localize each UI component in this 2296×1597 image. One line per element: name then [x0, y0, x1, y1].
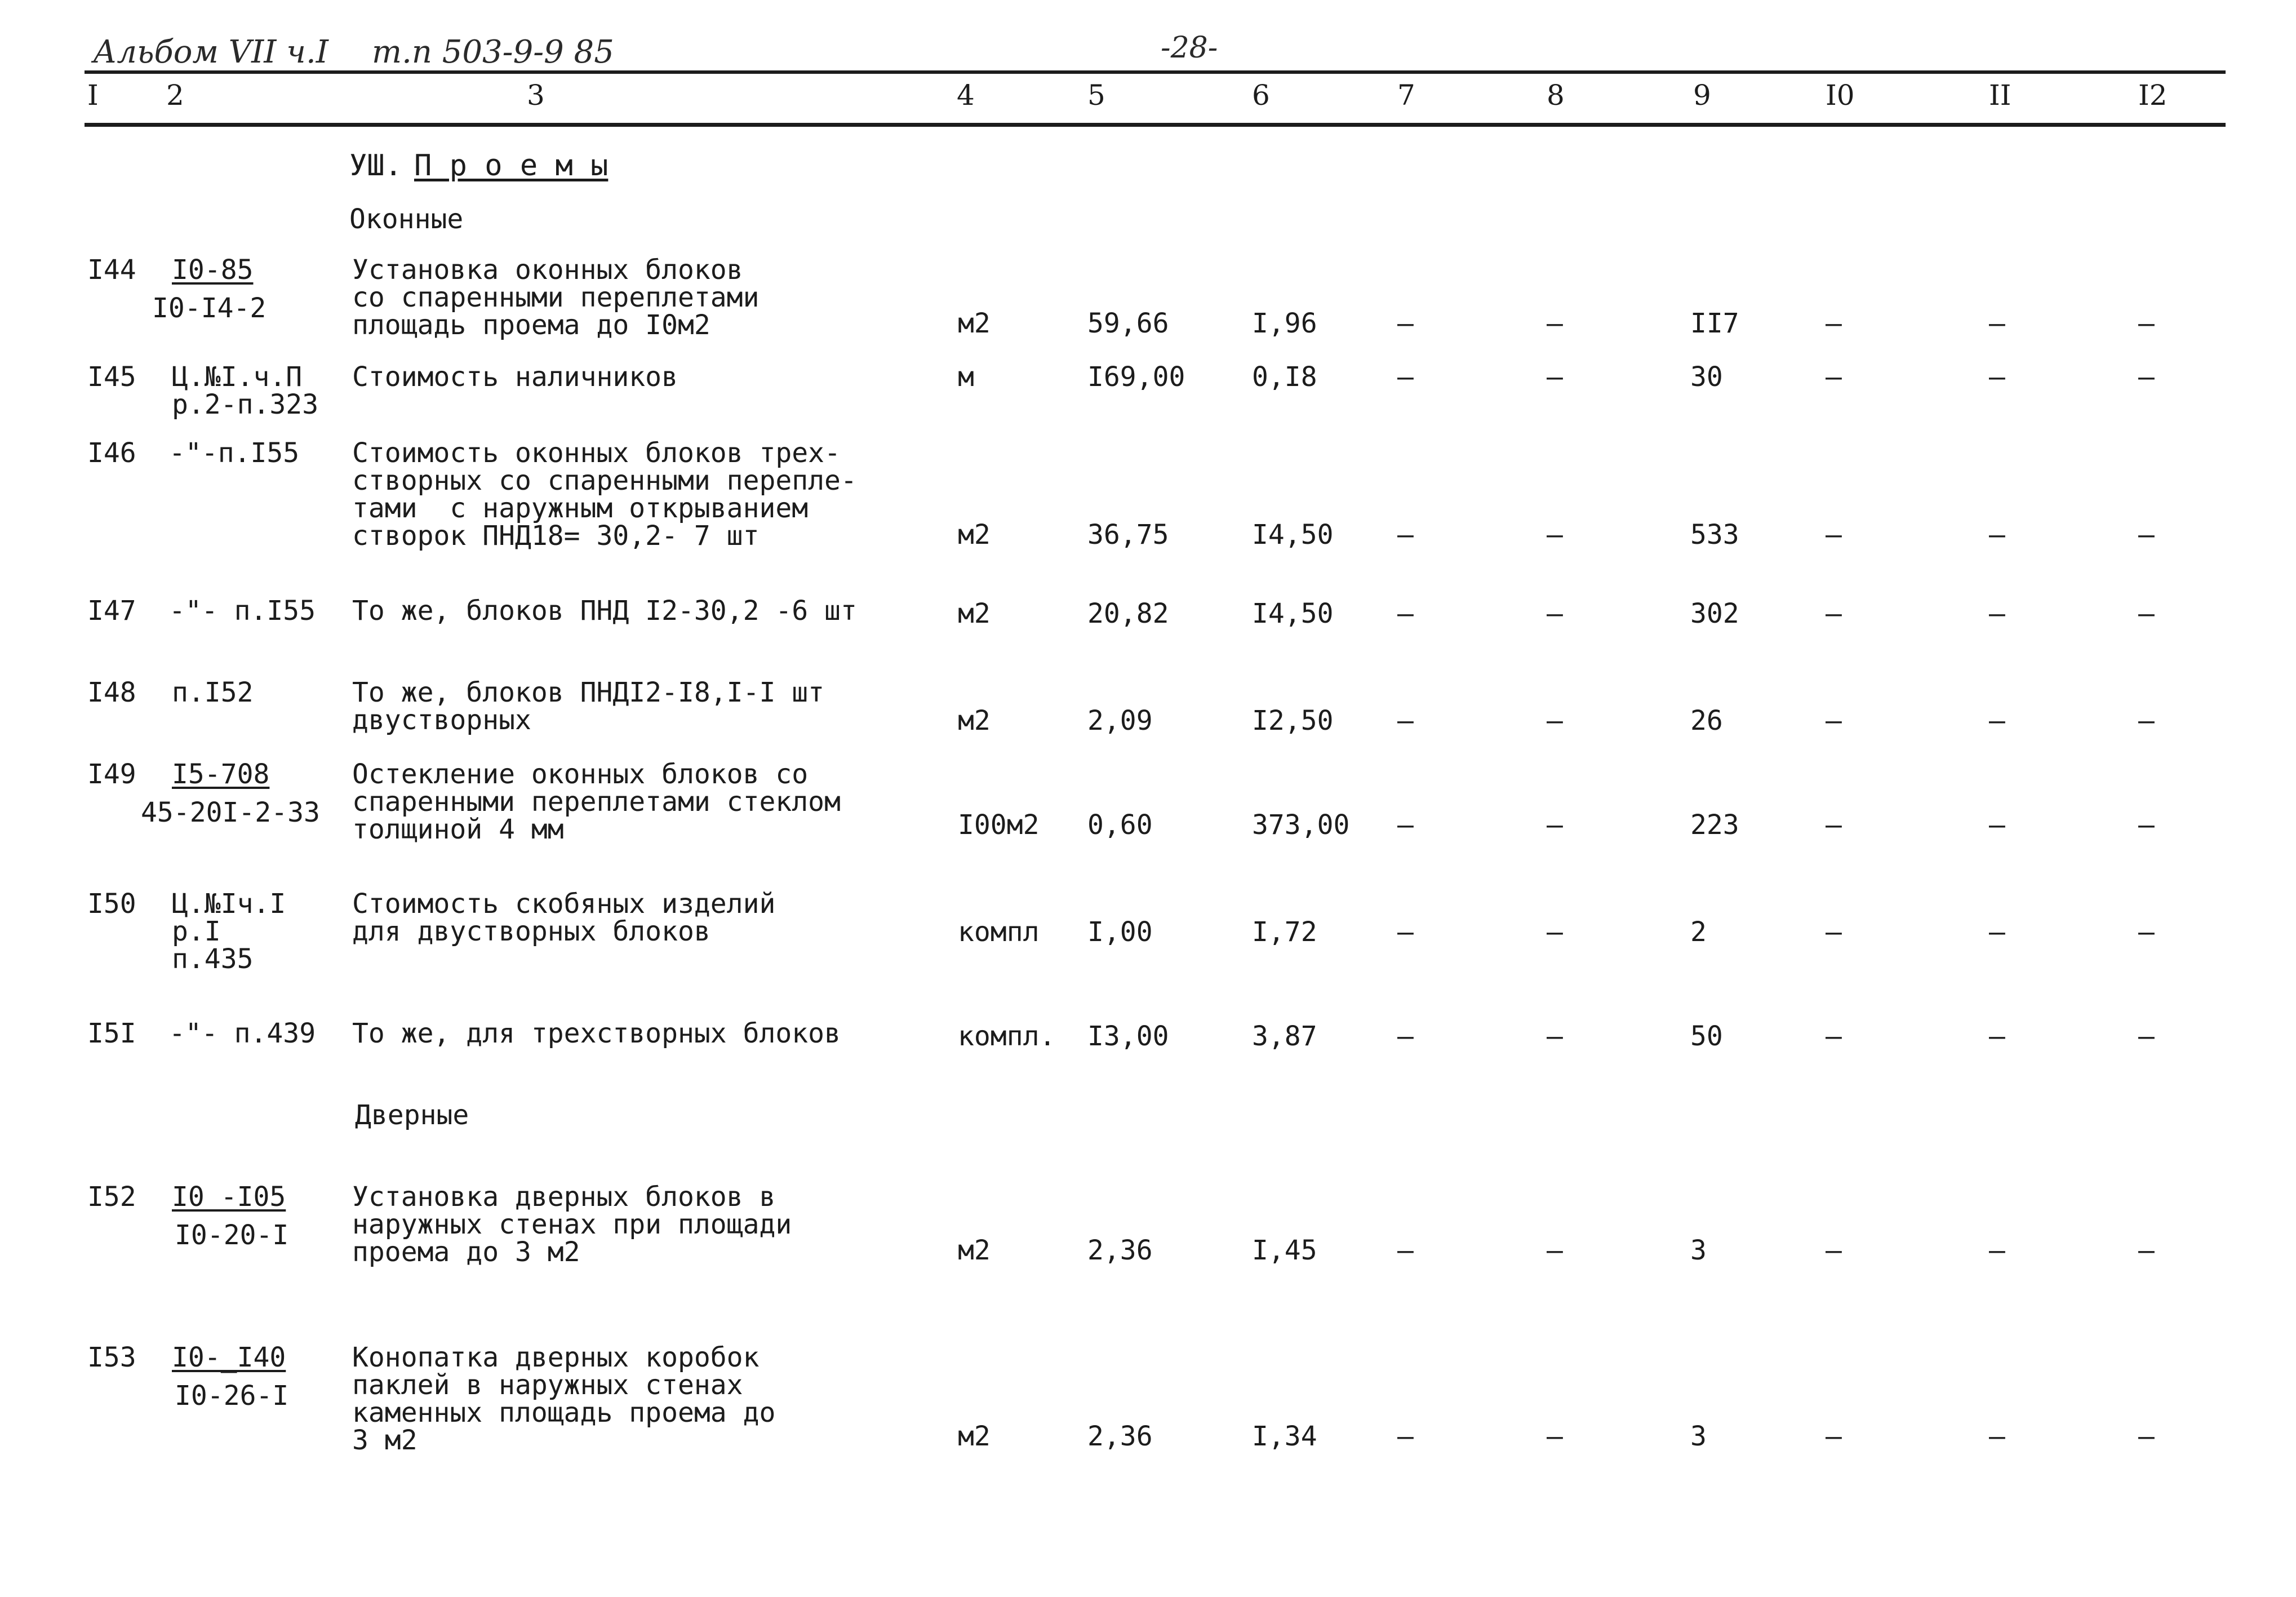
row-price: I,45 — [1252, 1235, 1317, 1266]
column-header-8: 8 — [1547, 79, 1565, 112]
row-col8: – — [1547, 519, 1563, 551]
row-col11: – — [1989, 519, 2005, 551]
row-number: I50 — [87, 888, 136, 920]
row-unit: м2 — [958, 308, 991, 339]
row-unit: м2 — [958, 1421, 991, 1452]
row-col12: – — [2138, 598, 2155, 629]
row-col11: – — [1989, 1421, 2005, 1452]
top-rule — [85, 70, 2226, 74]
row-col11: – — [1989, 809, 2005, 841]
row-col11: – — [1989, 598, 2005, 629]
row-col7: – — [1397, 598, 1414, 629]
row-price: I,72 — [1252, 916, 1317, 948]
row-description: Конопатка дверных коробок паклей в наружных стенах каменных площадь проема до 3 м2 — [352, 1342, 776, 1456]
row-col12: – — [2138, 1235, 2155, 1266]
row-col8: – — [1547, 916, 1563, 948]
row-col12: – — [2138, 705, 2155, 737]
page-number: -28- — [1161, 31, 1218, 65]
row-unit: м2 — [958, 705, 991, 737]
row-col8: – — [1547, 705, 1563, 737]
column-header-1: I — [87, 79, 99, 112]
row-quantity: 20,82 — [1087, 598, 1169, 629]
row-col8: – — [1547, 308, 1563, 339]
row-unit: м2 — [958, 598, 991, 629]
row-price: 373,00 — [1252, 809, 1350, 841]
row-ref-code-2: 45-20I-2-33 — [141, 797, 320, 828]
row-number: I47 — [87, 595, 136, 627]
row-ref-code: Ц.№I.ч.П — [172, 361, 303, 393]
row-col10: – — [1826, 308, 1842, 339]
row-col8: – — [1547, 809, 1563, 841]
doors-heading: Дверные — [355, 1099, 469, 1131]
row-col12: – — [2138, 308, 2155, 339]
row-col12: – — [2138, 1421, 2155, 1452]
row-col11: – — [1989, 705, 2005, 737]
row-number: I52 — [87, 1181, 136, 1213]
row-col12: – — [2138, 361, 2155, 393]
row-ref-code: п.I52 — [172, 677, 254, 708]
column-header-12: I2 — [2138, 79, 2168, 112]
row-col11: – — [1989, 916, 2005, 948]
column-header-5: 5 — [1087, 79, 1105, 112]
row-col8: – — [1547, 1235, 1563, 1266]
row-ref-code: -"-п.I55 — [169, 437, 300, 469]
row-col9: 26 — [1690, 705, 1723, 737]
row-unit: м2 — [958, 519, 991, 551]
row-col7: – — [1397, 1021, 1414, 1052]
row-col7: – — [1397, 916, 1414, 948]
row-quantity: 2,36 — [1087, 1235, 1153, 1266]
row-price: I2,50 — [1252, 705, 1334, 737]
row-col7: – — [1397, 519, 1414, 551]
row-col8: – — [1547, 361, 1563, 393]
row-ref-code: -"- п.I55 — [169, 595, 316, 627]
row-ref-code: I0 -I05 — [172, 1181, 286, 1213]
row-ref-code: Ц.№Iч.I — [172, 888, 286, 920]
column-header-4: 4 — [957, 79, 975, 112]
row-description: То же, блоков ПНД I2-30,2 -6 шт — [352, 595, 857, 627]
row-col10: – — [1826, 519, 1842, 551]
project-label: т.п 503-9-9 85 — [372, 34, 614, 70]
row-unit: компл — [958, 916, 1040, 948]
row-col10: – — [1826, 361, 1842, 393]
row-price: I,96 — [1252, 308, 1317, 339]
windows-heading: Оконные — [349, 203, 464, 235]
row-quantity: 0,60 — [1087, 809, 1153, 841]
row-col10: – — [1826, 1421, 1842, 1452]
column-header-11: II — [1989, 79, 2011, 112]
row-col12: – — [2138, 916, 2155, 948]
row-col7: – — [1397, 1235, 1414, 1266]
row-col9: 302 — [1690, 598, 1739, 629]
row-quantity: 2,09 — [1087, 705, 1153, 737]
row-unit: м2 — [958, 1235, 991, 1266]
section-roman: УШ. — [349, 149, 402, 183]
row-col10: – — [1826, 1021, 1842, 1052]
row-col7: – — [1397, 308, 1414, 339]
row-quantity: I69,00 — [1087, 361, 1185, 393]
row-col8: – — [1547, 1421, 1563, 1452]
row-quantity: 59,66 — [1087, 308, 1169, 339]
row-price: 3,87 — [1252, 1021, 1317, 1052]
row-col7: – — [1397, 1421, 1414, 1452]
row-col9: II7 — [1690, 308, 1739, 339]
row-col11: – — [1989, 1021, 2005, 1052]
row-ref-code-2: I0-20-I — [175, 1219, 289, 1251]
row-ref-code-2: I0-26-I — [175, 1380, 289, 1412]
row-col9: 50 — [1690, 1021, 1723, 1052]
row-col9: 3 — [1690, 1235, 1707, 1266]
row-unit: компл. — [958, 1021, 1056, 1052]
row-price: I,34 — [1252, 1421, 1317, 1452]
row-ref-code: I0-85 — [172, 254, 254, 286]
row-ref-code-2: р.I — [172, 916, 221, 947]
row-quantity: 2,36 — [1087, 1421, 1153, 1452]
row-col9: 533 — [1690, 519, 1739, 551]
row-number: I46 — [87, 437, 136, 469]
row-col10: – — [1826, 705, 1842, 737]
column-header-3: 3 — [527, 79, 545, 112]
column-header-6: 6 — [1252, 79, 1270, 112]
row-description: То же, блоков ПНДI2-I8,I-I шт двустворных — [352, 677, 825, 736]
column-header-9: 9 — [1693, 79, 1711, 112]
row-description: То же, для трехстворных блоков — [352, 1018, 841, 1049]
row-ref-code-2: I0-I4-2 — [152, 292, 267, 324]
row-col9: 2 — [1690, 916, 1707, 948]
column-header-7: 7 — [1397, 79, 1415, 112]
row-col7: – — [1397, 361, 1414, 393]
row-col7: – — [1397, 705, 1414, 737]
row-col11: – — [1989, 361, 2005, 393]
row-number: I49 — [87, 758, 136, 790]
row-col11: – — [1989, 1235, 2005, 1266]
row-col10: – — [1826, 809, 1842, 841]
row-number: I5I — [87, 1018, 136, 1049]
row-number: I48 — [87, 677, 136, 708]
row-col11: – — [1989, 308, 2005, 339]
row-col9: 3 — [1690, 1421, 1707, 1452]
row-col12: – — [2138, 1021, 2155, 1052]
column-header-10: I0 — [1826, 79, 1855, 112]
row-description: Остекление оконных блоков со спаренными переплетами стеклом толщиной 4 мм — [352, 758, 841, 845]
row-col9: 30 — [1690, 361, 1723, 393]
row-col9: 223 — [1690, 809, 1739, 841]
header-rule — [85, 123, 2226, 127]
row-description: Установка дверных блоков в наружных стенах при площади проема до 3 м2 — [352, 1181, 792, 1268]
section-title: П р о е м ы — [414, 149, 609, 183]
row-quantity: I,00 — [1087, 916, 1153, 948]
row-price: 0,I8 — [1252, 361, 1317, 393]
row-description: Стоимость оконных блоков трех- створных со спаренными перепле- тами с наружным открыванием створок ПНД18= 30,2- 7 шт — [352, 437, 857, 552]
row-col12: – — [2138, 519, 2155, 551]
row-price: I4,50 — [1252, 519, 1334, 551]
row-description: Установка оконных блоков со спаренными переплетами площадь проема до I0м2 — [352, 254, 760, 341]
row-col10: – — [1826, 598, 1842, 629]
row-unit: м — [958, 361, 974, 393]
row-unit: I00м2 — [958, 809, 1040, 841]
row-col8: – — [1547, 1021, 1563, 1052]
row-col8: – — [1547, 598, 1563, 629]
row-price: I4,50 — [1252, 598, 1334, 629]
row-number: I53 — [87, 1342, 136, 1373]
row-ref-code-2: р.2-п.323 — [172, 389, 319, 420]
row-quantity: 36,75 — [1087, 519, 1169, 551]
row-col10: – — [1826, 916, 1842, 948]
row-col7: – — [1397, 809, 1414, 841]
row-col10: – — [1826, 1235, 1842, 1266]
column-header-2: 2 — [166, 79, 184, 112]
row-ref-code: I5-708 — [172, 758, 270, 790]
row-number: I44 — [87, 254, 136, 286]
row-description: Стоимость наличников — [352, 361, 678, 393]
row-col12: – — [2138, 809, 2155, 841]
row-ref-code-3: п.435 — [172, 943, 254, 975]
row-description: Стоимость скобяных изделий для двустворных блоков — [352, 888, 776, 947]
row-ref-code: -"- п.439 — [169, 1018, 316, 1049]
row-number: I45 — [87, 361, 136, 393]
album-label: Альбом VII ч.I — [93, 34, 328, 70]
row-quantity: I3,00 — [1087, 1021, 1169, 1052]
row-ref-code: I0-_I40 — [172, 1342, 286, 1373]
